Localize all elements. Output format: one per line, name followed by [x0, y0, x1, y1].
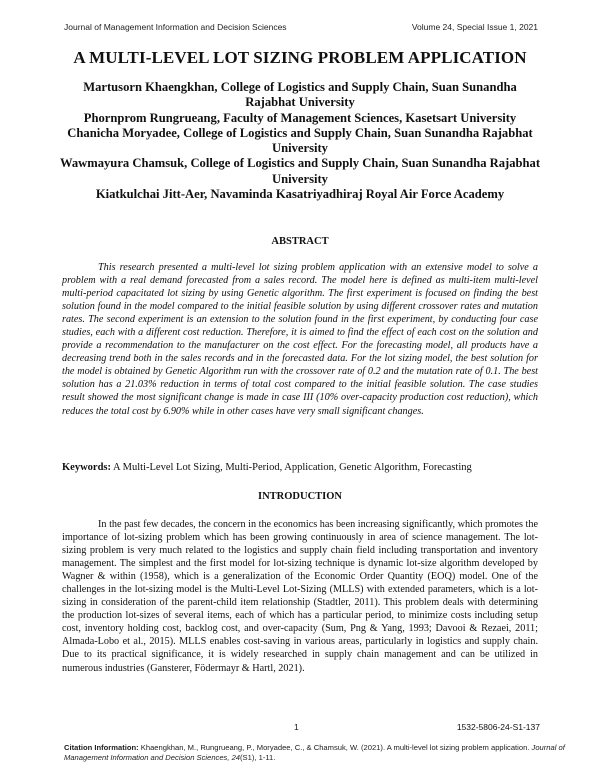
volume-info: Volume 24, Special Issue 1, 2021	[411, 22, 538, 32]
author-affiliation: College of Logistics and Supply Chain, Suan Sunandha Rajabhat University	[220, 80, 517, 110]
citation-label: Citation Information:	[64, 743, 139, 752]
running-header	[64, 22, 538, 32]
author-name: Kiatkulchai Jitt-Aer,	[95, 187, 208, 202]
author-entry	[58, 111, 542, 126]
author-name: Chanicha Moryadee,	[67, 125, 180, 140]
author-entry	[58, 187, 542, 202]
abstract-heading: ABSTRACT	[271, 236, 329, 247]
introduction-text: In the past few decades, the concern in the economics has been increasing significantly, which promotes the importance of lot-sizing problem which has been growing continuously in area of science management. The lot-sizing problem is very much related to the logistics and supply chain field including transportation and inventory management. The simplest and the first model for lot-sizing technique is dynamic lot-size algorithm developed by Wagner & within (1958), which is a generalization of the Economic Order Quantity (EOQ) model. One of the challenges in the lot-sizing model is the Multi-Level Lot-Sizing (MLLS) with extended parameters, which is a lot-sizing in consideration of the parent-child item relationship (Stadtler, 2011). This problem deals with determining the production lot-sizes of several items, each of which has a particular period, to minimize costs including setup cost, inventory holding cost, backlog cost, and over-capacity (Sum, Png & Yang, 1993; Davooi & Rezaei, 2011; Almada-Lobo et al., 2015). MLLS enables cost-saving in various areas, particularly in logistics and supply chain. Due to its practical significance, it is widely researched in supply chain management and can be utilized in numerous industries (Gansterer, Födermayr & Hartl, 2021).	[62, 519, 538, 674]
issn-code: 1532-5806-24-S1-137	[456, 722, 540, 732]
citation-text: Khaengkhan, M., Rungrueang, P., Moryadee, C., & Chamsuk, W. (2021). A multi-level lot sizing problem application.	[140, 743, 530, 752]
author-affiliation: College of Logistics and Supply Chain, Suan Sunandha Rajabhat University	[190, 156, 541, 186]
paper-title: A MULTI-LEVEL LOT SIZING PROBLEM APPLICATION	[73, 48, 527, 67]
citation-information	[64, 743, 570, 763]
author-entry	[58, 80, 542, 111]
author-name: Wawmayura Chamsuk,	[59, 156, 188, 171]
journal-name: Journal of Management Information and Decision Sciences	[64, 22, 287, 32]
author-affiliation: Faculty of Management Sciences, Kasetsart University	[223, 110, 517, 125]
author-entry	[58, 156, 542, 187]
keywords-line	[62, 462, 560, 473]
keywords-label: Keywords:	[62, 462, 111, 473]
author-list	[58, 80, 542, 202]
abstract-text: This research presented a multi-level lot sizing problem application with an extensive model to solve a problem with a real demand forecasted from a sales record. The model here is defined as multi-item multi-level multi-period capacitated lot sizing by using Genetic algorithm. The first experiment is focused on finding the best solution found in the model compared to the initial feasible solution by using different crossover rates and mutation rates. The second experiment is an extension to the solution found in the first experiment, by conducting four case studies, each with a different cost reduction. Therefore, it is aimed to find the effect of each cost on the solution and provide a recommendation to the manufacturer on the cost effect. For the forecasting model, all products have a decreasing trend both in the sales records and in the forecasted data. For the lot sizing model, the best solution for the model is obtained by Genetic Algorithm run with the crossover rate of 0.2 and the mutation rate of 0.1. The best solution has a 21.03% reduction in terms of total cost compared to the initial feasible solution. The case studies result showed the most significant change is made in case III (10% over-capacity production cost reduction), which reduces the total cost by 6.90% while in other cases have very small significant changes.	[62, 262, 538, 417]
citation-issue: (S1), 1-11.	[240, 753, 276, 763]
author-name: Martusorn Khaengkhan,	[83, 80, 218, 94]
author-affiliation: College of Logistics and Supply Chain, Suan Sunandha Rajabhat University	[183, 125, 533, 156]
citation-journal: Journal of Management Information and Decision Sciences, 24	[64, 743, 565, 763]
page-number: 1	[294, 722, 299, 732]
keywords-text: A Multi-Level Lot Sizing, Multi-Period, Application, Genetic Algorithm, Forecasting	[113, 462, 472, 473]
introduction-heading: INTRODUCTION	[257, 491, 342, 502]
author-name: Phornprom Rungrueang,	[83, 110, 220, 125]
author-affiliation: Navaminda Kasatriyadhiraj Royal Air Force Academy	[210, 187, 505, 202]
author-entry	[58, 126, 542, 157]
